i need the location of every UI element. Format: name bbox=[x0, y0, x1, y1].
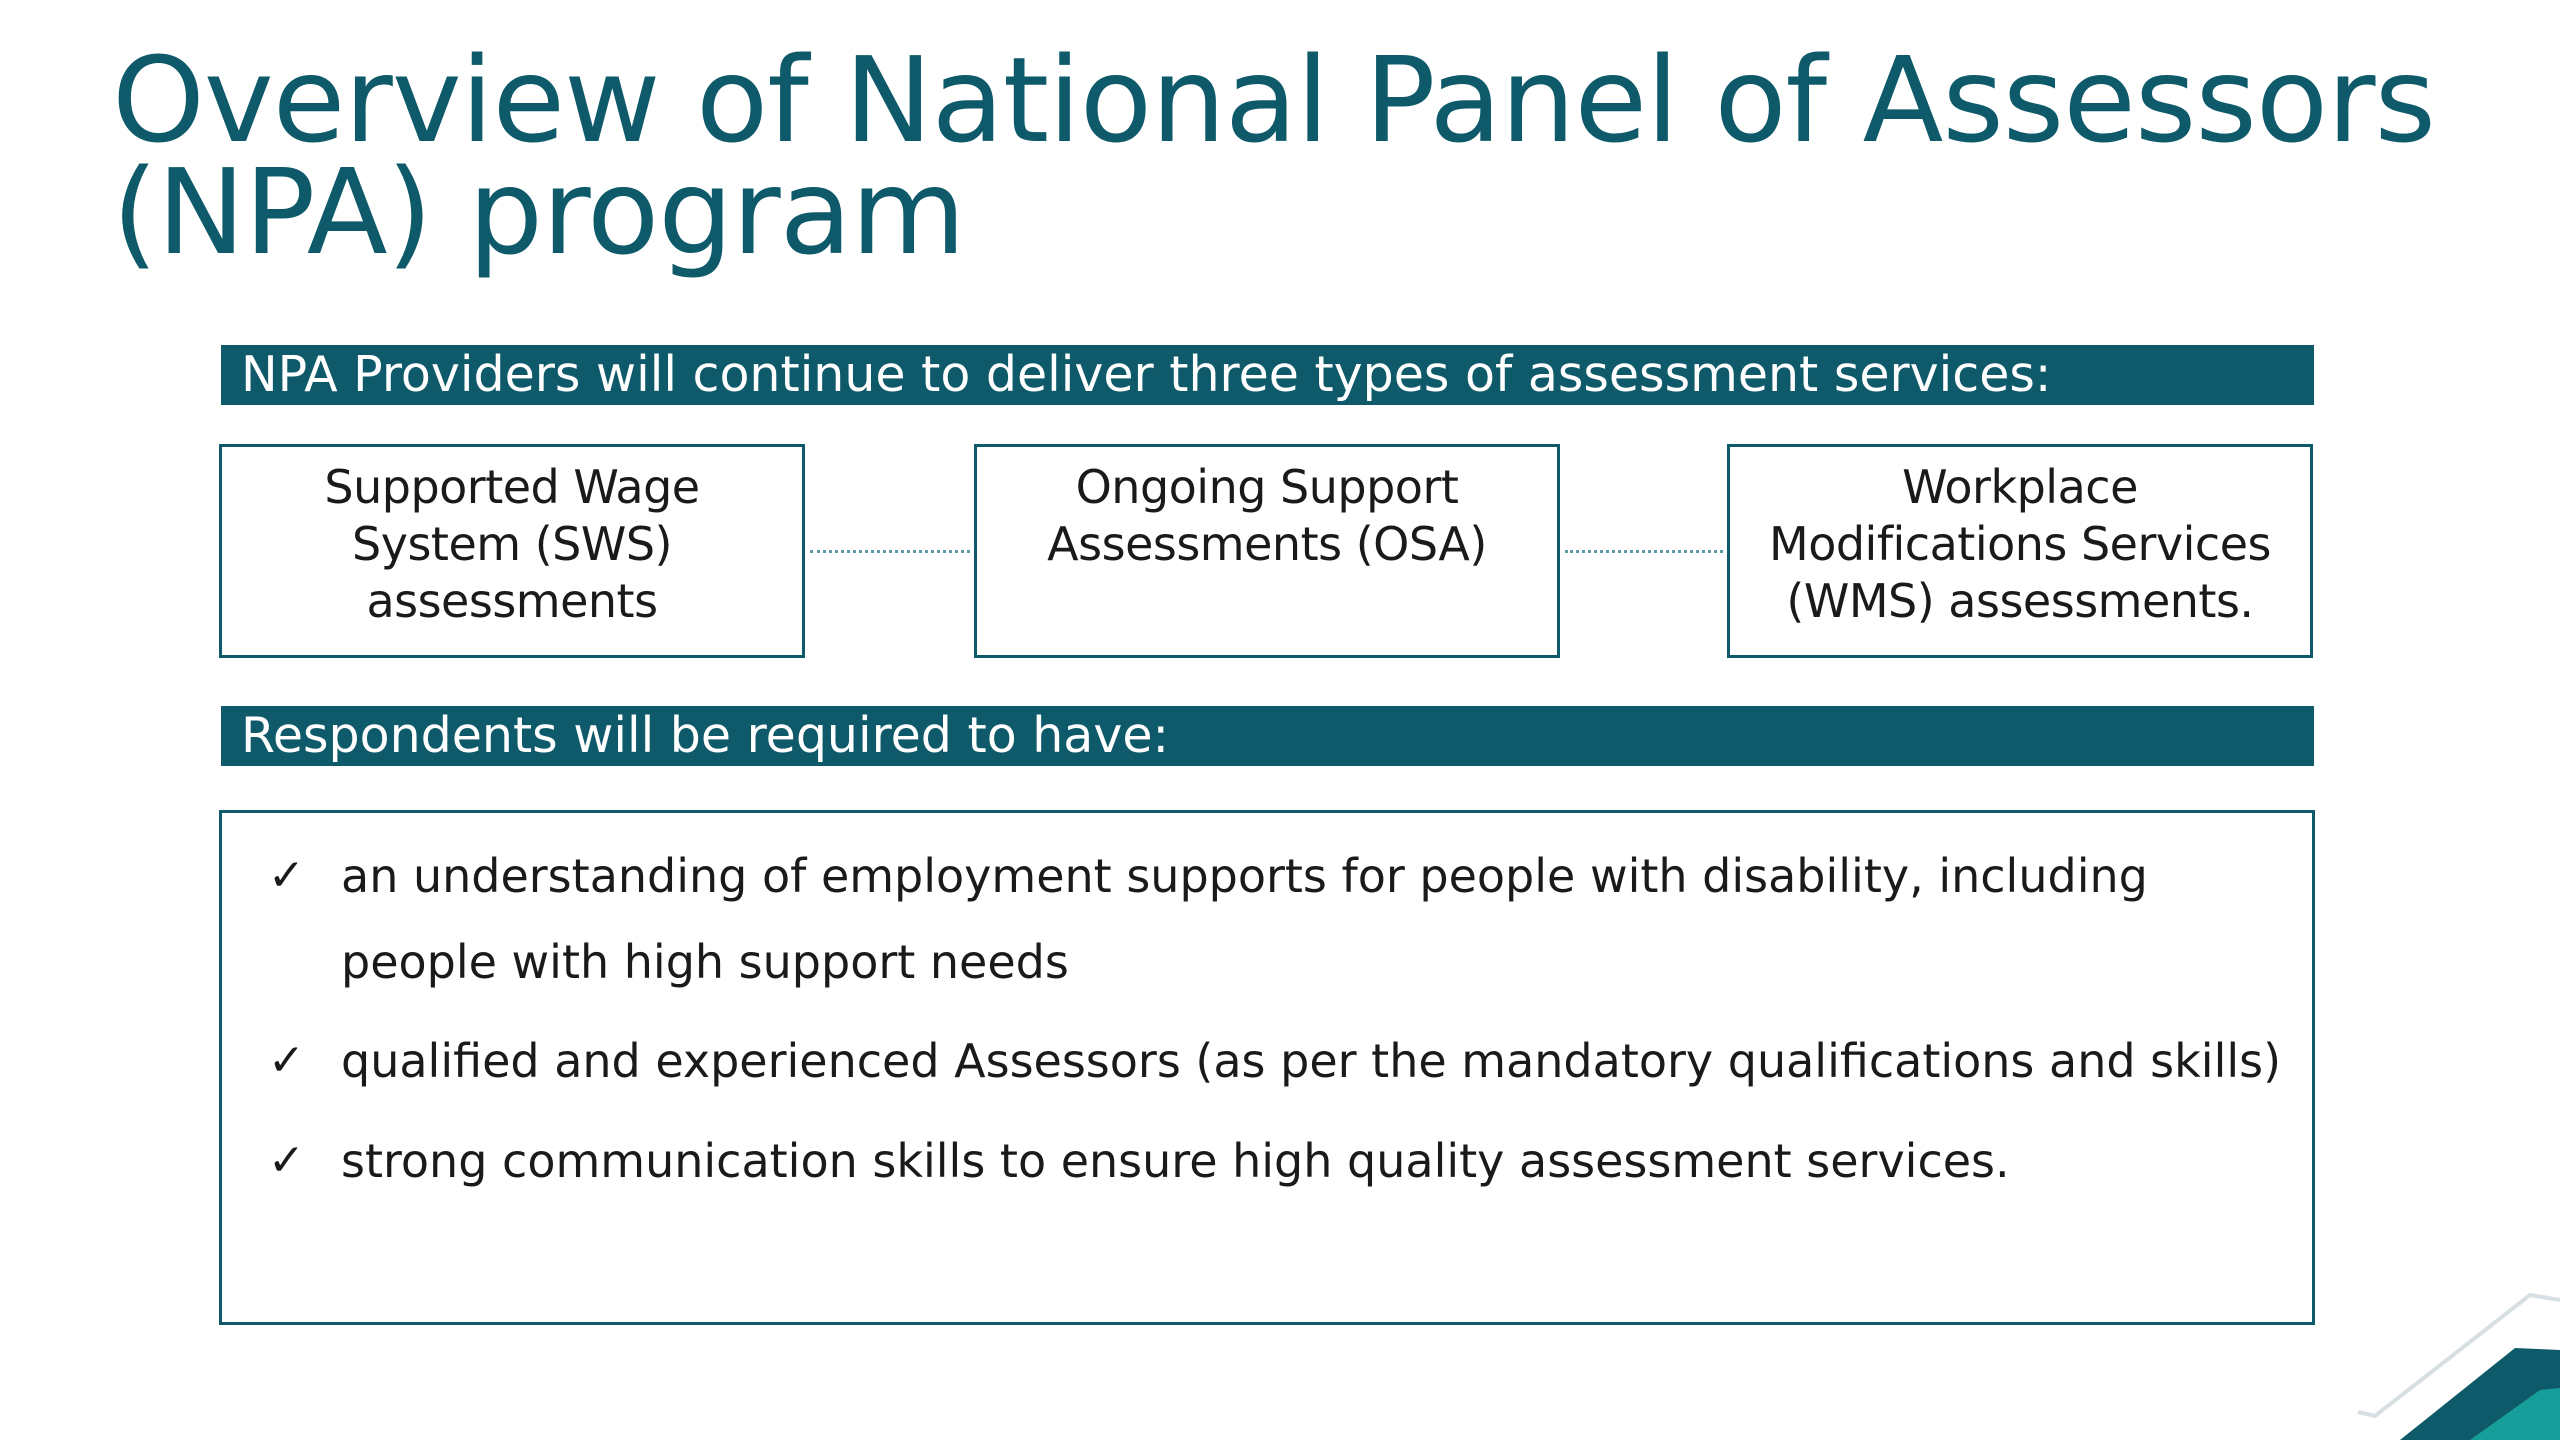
requirement-text: qualified and experienced Assessors (as per the mandatory qualifications and skills) bbox=[341, 1034, 2282, 1088]
dotted-connector bbox=[810, 550, 970, 553]
checkmark-icon: ✓ bbox=[268, 850, 305, 901]
corner-chevron-decoration bbox=[2300, 1240, 2560, 1440]
dotted-connector bbox=[1565, 550, 1723, 553]
checkmark-icon: ✓ bbox=[268, 1035, 305, 1086]
service-box-wms: Workplace Modifications Services (WMS) assessments. bbox=[1727, 444, 2313, 658]
requirement-text: an understanding of employment supports for people with disability, including people with high support needs bbox=[341, 849, 2148, 989]
requirement-text: strong communication skills to ensure high quality assessment services. bbox=[341, 1134, 2010, 1188]
services-banner: NPA Providers will continue to deliver three types of assessment services: bbox=[221, 345, 2314, 405]
service-box-sws: Supported Wage System (SWS) assessments bbox=[219, 444, 805, 658]
requirements-banner: Respondents will be required to have: bbox=[221, 706, 2314, 766]
checkmark-icon: ✓ bbox=[268, 1135, 305, 1186]
service-box-osa: Ongoing Support Assessments (OSA) bbox=[974, 444, 1560, 658]
slide-title: Overview of National Panel of Assessors (NPA) program bbox=[112, 31, 2436, 281]
requirements-box bbox=[219, 810, 2315, 1325]
